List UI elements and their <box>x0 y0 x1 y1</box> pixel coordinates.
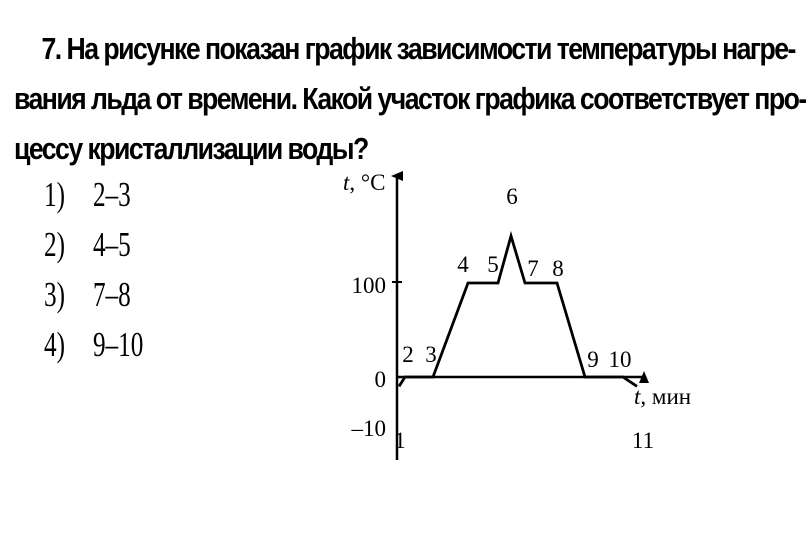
point-label-9: 9 <box>587 347 599 372</box>
point-label-6: 6 <box>506 184 518 209</box>
y-axis-symbol: t <box>343 170 350 195</box>
option-text: 2–3 <box>92 175 131 214</box>
y-axis-unit: , °С <box>349 170 386 195</box>
point-label-1: 1 <box>394 428 406 453</box>
question-line-1: 7. На рисунке показан график зависимости температуры нагре- <box>41 31 795 66</box>
option-text: 4–5 <box>92 225 131 264</box>
x-axis-unit: , мин <box>640 384 692 409</box>
question-line-2: вания льда от времени. Какой участок графика соответствует про- <box>14 81 806 116</box>
option-number: 2) <box>44 225 65 264</box>
question-line-3: цессу кристаллизации воды? <box>14 131 368 166</box>
option-number: 4) <box>44 325 65 364</box>
point-label-11: 11 <box>631 428 655 453</box>
y-axis-title <box>343 170 385 195</box>
y-tick-label-minus10: –10 <box>351 416 386 441</box>
x-axis-title <box>634 384 691 409</box>
point-labels <box>394 184 654 453</box>
point-label-3: 3 <box>425 342 437 367</box>
point-label-5: 5 <box>487 252 499 277</box>
point-label-2: 2 <box>402 342 414 367</box>
y-tick-label-100: 100 <box>351 273 386 298</box>
option-text: 9–10 <box>92 325 144 364</box>
point-label-7: 7 <box>527 256 539 281</box>
option-number: 3) <box>44 275 65 314</box>
option-number: 1) <box>44 175 65 214</box>
point-label-8: 8 <box>552 256 564 281</box>
option-text: 7–8 <box>92 275 131 314</box>
x-axis-symbol: t <box>634 384 641 409</box>
point-label-10: 10 <box>608 347 632 372</box>
point-label-4: 4 <box>457 252 469 277</box>
y-tick-label-0: 0 <box>374 367 386 392</box>
